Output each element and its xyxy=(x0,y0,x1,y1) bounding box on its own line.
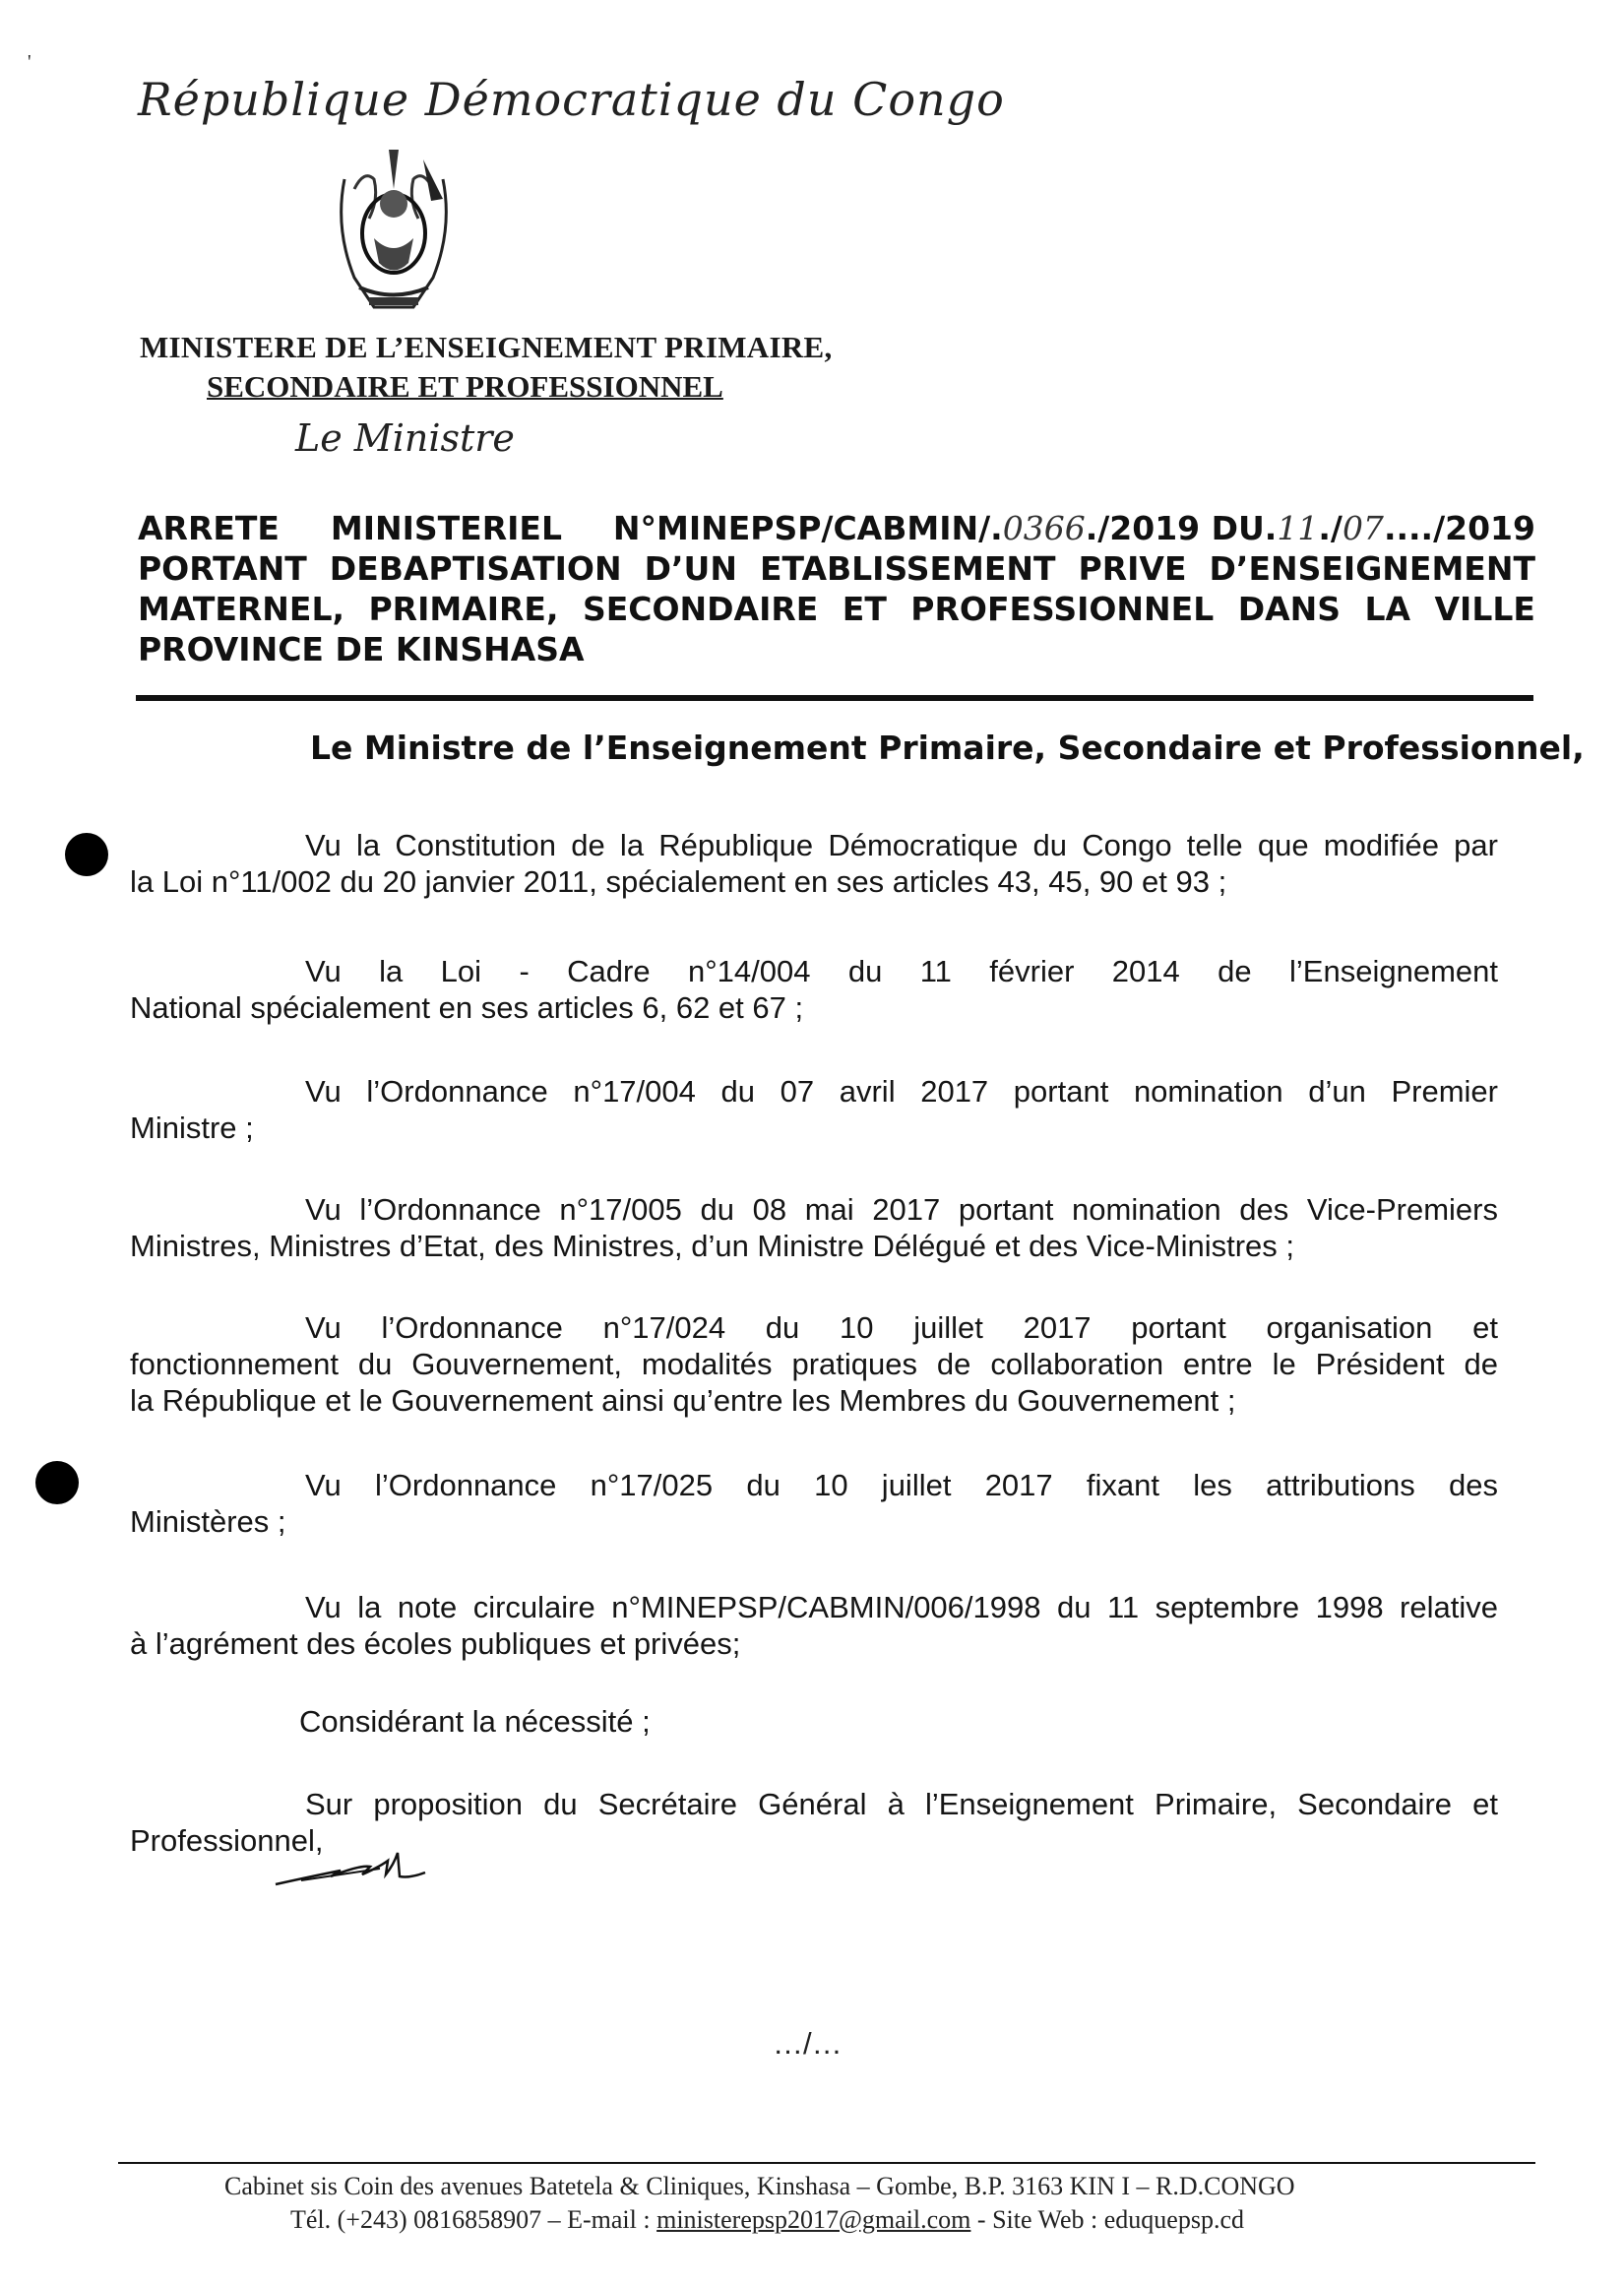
arrete-title-line1 xyxy=(138,508,1535,548)
paragraph-note-circulaire xyxy=(130,1589,1498,1662)
paragraph-considerant xyxy=(130,1703,1498,1740)
paragraph-line: fonctionnement du Gouvernement, modalités pratiques de collaboration entre le Président de xyxy=(130,1347,1498,1381)
footer-phone: Tél. (+243) 0816858907 – E-mail : xyxy=(290,2205,657,2234)
arrete-word: DEBAPTISATION xyxy=(329,549,622,588)
paragraph-line: Vu la Loi - Cadre n°14/004 du 11 février 2014 de l’Enseignement xyxy=(305,954,1498,988)
arrete-word: ET xyxy=(842,590,887,628)
page-continuation: …/… xyxy=(773,2026,843,2061)
paragraph-line: Vu la Constitution de la République Démocratique du Congo telle que modifiée par xyxy=(305,828,1498,862)
paragraph-line: National spécialement en ses articles 6, 62 et 67 ; xyxy=(130,990,804,1025)
arrete-word: ARRETE xyxy=(138,509,280,547)
preamble-heading: Le Ministre de l’Enseignement Primaire, Secondaire et Professionnel, xyxy=(310,729,1585,767)
paragraph-line: Vu l’Ordonnance n°17/005 du 08 mai 2017 portant nomination des Vice-Premiers xyxy=(305,1192,1498,1227)
arrete-ref-end: ..../2019 xyxy=(1383,509,1535,547)
paragraph-line: Ministres, Ministres d’Etat, des Ministres, d’un Ministre Délégué et des Vice-Ministres ; xyxy=(130,1229,1295,1263)
scan-mark: ' xyxy=(28,51,31,73)
arrete-word: MATERNEL, xyxy=(138,590,345,628)
title-divider xyxy=(136,695,1533,701)
arrete-word: D’UN xyxy=(644,549,737,588)
paragraph-line: à l’agrément des écoles publiques et privées; xyxy=(130,1626,741,1661)
arrete-word: ETABLISSEMENT xyxy=(759,549,1056,588)
paragraph-line: Ministères ; xyxy=(130,1504,286,1539)
footer-email-link[interactable]: ministerepsp2017@gmail.com xyxy=(656,2205,971,2234)
paragraph-line: la République et le Gouvernement ainsi qu’entre les Membres du Gouvernement ; xyxy=(130,1383,1236,1418)
paragraph-line: la Loi n°11/002 du 20 janvier 2011, spécialement en ses articles 43, 45, 90 et 93 ; xyxy=(130,864,1227,899)
footer-website: - Site Web : eduquepsp.cd xyxy=(970,2205,1245,2234)
handwritten-number: 0366 xyxy=(1002,509,1086,547)
paragraph-line: Professionnel, xyxy=(130,1823,324,1858)
arrete-word: D’ENSEIGNEMENT xyxy=(1209,549,1535,588)
ministry-name-line1: MINISTERE DE L’ENSEIGNEMENT PRIMAIRE, xyxy=(140,330,833,364)
arrete-title-line3 xyxy=(138,589,1535,629)
handwritten-month: 07 xyxy=(1342,509,1384,547)
paragraph-line: Ministre ; xyxy=(130,1111,254,1145)
handwritten-day: 11 xyxy=(1277,509,1319,547)
punch-hole-mark xyxy=(65,833,108,876)
footer-address: Cabinet sis Coin des avenues Batetela & Cliniques, Kinshasa – Gombe, B.P. 3163 KIN I – R.D.CONGO xyxy=(224,2172,1295,2200)
punch-hole-mark xyxy=(35,1461,79,1504)
paragraph-loi-cadre xyxy=(130,953,1498,1026)
paragraph-line: Vu l’Ordonnance n°17/025 du 10 juillet 2017 fixant les attributions des xyxy=(305,1468,1498,1502)
arrete-word: PRIVE xyxy=(1078,549,1187,588)
republic-title: République Démocratique du Congo xyxy=(138,73,1005,126)
paragraph-ordonnance-17-005 xyxy=(130,1191,1498,1264)
arrete-word: PRIMAIRE, xyxy=(368,590,559,628)
arrete-ref-prefix: N°MINEPSP/CABMIN/. xyxy=(612,509,1003,547)
paragraph-constitution xyxy=(130,827,1498,900)
arrete-title-line2 xyxy=(138,548,1535,589)
arrete-word: DANS xyxy=(1237,590,1342,628)
arrete-title-line4 xyxy=(138,629,1535,669)
paragraph-line: Vu la note circulaire n°MINEPSP/CABMIN/006/1998 du 11 septembre 1998 relative xyxy=(305,1590,1498,1624)
arrete-reference xyxy=(613,508,1535,548)
arrete-ref-year: ./2019 DU. xyxy=(1085,509,1278,547)
footer-contact xyxy=(290,2205,1244,2235)
arrete-word: SECONDAIRE xyxy=(582,590,819,628)
arrete-title xyxy=(138,508,1535,669)
paragraph-line: Sur proposition du Secrétaire Général à l’Enseignement Primaire, Secondaire et xyxy=(305,1787,1498,1821)
paragraph-ordonnance-17-004 xyxy=(130,1073,1498,1146)
arrete-word: PORTANT xyxy=(138,549,307,588)
le-ministre-label: Le Ministre xyxy=(295,416,515,460)
paragraph-ordonnance-17-025 xyxy=(130,1467,1498,1540)
footer-divider xyxy=(118,2162,1535,2164)
paragraph-ordonnance-17-024 xyxy=(130,1309,1498,1419)
ministry-name-line2: SECONDAIRE ET PROFESSIONNEL xyxy=(207,369,723,404)
paragraph-line: Considérant la nécessité ; xyxy=(299,1704,651,1739)
arrete-word: PROFESSIONNEL xyxy=(910,590,1215,628)
paragraph-line: Vu l’Ordonnance n°17/024 du 10 juillet 2017 portant organisation et xyxy=(305,1310,1498,1345)
initials-signature-icon xyxy=(272,1847,429,1892)
arrete-word: LA xyxy=(1364,590,1411,628)
arrete-word: VILLE xyxy=(1434,590,1535,628)
arrete-word: PROVINCE DE KINSHASA xyxy=(138,630,585,668)
paragraph-line: Vu l’Ordonnance n°17/004 du 07 avril 2017 portant nomination d’un Premier xyxy=(305,1074,1498,1109)
coat-of-arms-icon xyxy=(315,140,472,317)
arrete-ref-sep: ./ xyxy=(1318,509,1343,547)
arrete-word: MINISTERIEL xyxy=(330,509,562,547)
